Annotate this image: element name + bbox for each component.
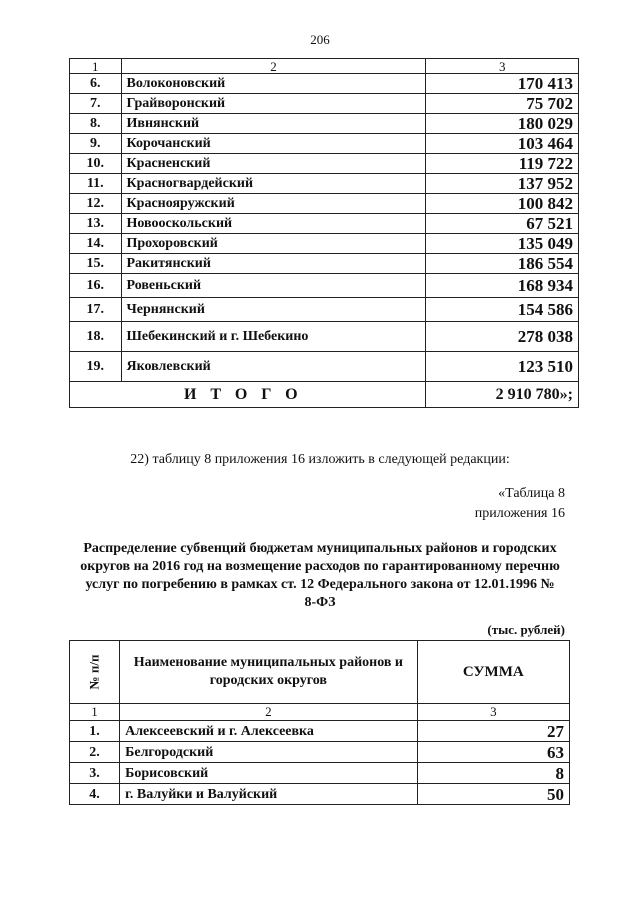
table-row	[70, 254, 579, 274]
row-number: 7.	[70, 94, 122, 114]
table-caption: «Таблица 8	[498, 486, 565, 501]
amount: 123 510	[426, 352, 579, 382]
table-title: Распределение субвенций бюджетам муниципальных районов и городских округов на 2016 год на возмещение расходов по гарантированному перечню услуг по погребению в рамках ст. 12 Федерального закона от 12.01.1996 № 8-ФЗ	[80, 541, 560, 610]
row-number: 3.	[70, 763, 120, 784]
table-header-row	[70, 59, 579, 74]
table-index-row	[70, 704, 570, 721]
district-name: Шебекинский и г. Шебекино	[121, 322, 426, 352]
district-name: Ивнянский	[121, 114, 426, 134]
table-row	[70, 763, 570, 784]
index-cell: 3	[417, 704, 569, 721]
amount: 278 038	[426, 322, 579, 352]
total-row	[70, 382, 579, 408]
table-row	[70, 214, 579, 234]
table-row	[70, 74, 579, 94]
district-name: Краснояружский	[121, 194, 426, 214]
column-header: 3	[426, 59, 579, 74]
amount: 119 722	[426, 154, 579, 174]
district-name: Белгородский	[120, 742, 418, 763]
amount: 50	[417, 784, 569, 805]
district-name: г. Валуйки и Валуйский	[120, 784, 418, 805]
row-number: 9.	[70, 134, 122, 154]
table-caption-appendix: приложения 16	[474, 506, 565, 521]
amount: 100 842	[426, 194, 579, 214]
table-header-row	[70, 641, 570, 704]
table-row	[70, 274, 579, 298]
total-label: ИТОГО	[70, 382, 426, 408]
row-number: 18.	[70, 322, 122, 352]
district-name: Красненский	[121, 154, 426, 174]
row-number: 17.	[70, 298, 122, 322]
row-number: 15.	[70, 254, 122, 274]
table-row	[70, 154, 579, 174]
amount: 103 464	[426, 134, 579, 154]
table-row	[70, 194, 579, 214]
subventions-table	[69, 640, 570, 805]
amount: 75 702	[426, 94, 579, 114]
amount: 63	[417, 742, 569, 763]
units-label: (тыс. рублей)	[487, 622, 565, 637]
index-cell: 2	[120, 704, 418, 721]
district-name: Чернянский	[121, 298, 426, 322]
table-row	[70, 114, 579, 134]
row-number: 13.	[70, 214, 122, 234]
instruction-text: 22) таблицу 8 приложения 16 изложить в следующей редакции:	[130, 452, 510, 467]
district-name: Яковлевский	[121, 352, 426, 382]
amount: 170 413	[426, 74, 579, 94]
table-row	[70, 784, 570, 805]
district-name: Алексеевский и г. Алексеевка	[120, 721, 418, 742]
district-name: Волоконовский	[121, 74, 426, 94]
amount: 137 952	[426, 174, 579, 194]
vertical-header-text: № п/п	[86, 654, 102, 689]
table-row	[70, 298, 579, 322]
row-number: 19.	[70, 352, 122, 382]
index-cell: 1	[70, 704, 120, 721]
table-row	[70, 352, 579, 382]
table-row	[70, 134, 579, 154]
amount: 135 049	[426, 234, 579, 254]
district-name: Борисовский	[120, 763, 418, 784]
amount: 27	[417, 721, 569, 742]
table-row	[70, 94, 579, 114]
amount: 186 554	[426, 254, 579, 274]
row-number: 6.	[70, 74, 122, 94]
column-header-sum: СУММА	[417, 641, 569, 704]
row-number: 14.	[70, 234, 122, 254]
row-number: 16.	[70, 274, 122, 298]
row-number: 10.	[70, 154, 122, 174]
table-row	[70, 234, 579, 254]
column-header-number	[70, 641, 120, 704]
table-row	[70, 721, 570, 742]
district-name: Прохоровский	[121, 234, 426, 254]
column-header: 2	[121, 59, 426, 74]
district-name: Корочанский	[121, 134, 426, 154]
table-row	[70, 742, 570, 763]
page-number: 206	[310, 32, 330, 47]
district-name: Красногвардейский	[121, 174, 426, 194]
amount: 67 521	[426, 214, 579, 234]
district-name: Ракитянский	[121, 254, 426, 274]
column-header: 1	[70, 59, 122, 74]
districts-table	[69, 58, 579, 408]
amount: 154 586	[426, 298, 579, 322]
row-number: 11.	[70, 174, 122, 194]
district-name: Ровеньский	[121, 274, 426, 298]
column-header-name: Наименование муниципальных районов и городских округов	[120, 641, 418, 704]
district-name: Новооскольский	[121, 214, 426, 234]
row-number: 2.	[70, 742, 120, 763]
total-value: 2 910 780»;	[426, 382, 579, 408]
district-name: Грайворонский	[121, 94, 426, 114]
row-number: 4.	[70, 784, 120, 805]
row-number: 8.	[70, 114, 122, 134]
row-number: 12.	[70, 194, 122, 214]
amount: 168 934	[426, 274, 579, 298]
table-row	[70, 322, 579, 352]
row-number: 1.	[70, 721, 120, 742]
amount: 180 029	[426, 114, 579, 134]
amount: 8	[417, 763, 569, 784]
table-row	[70, 174, 579, 194]
